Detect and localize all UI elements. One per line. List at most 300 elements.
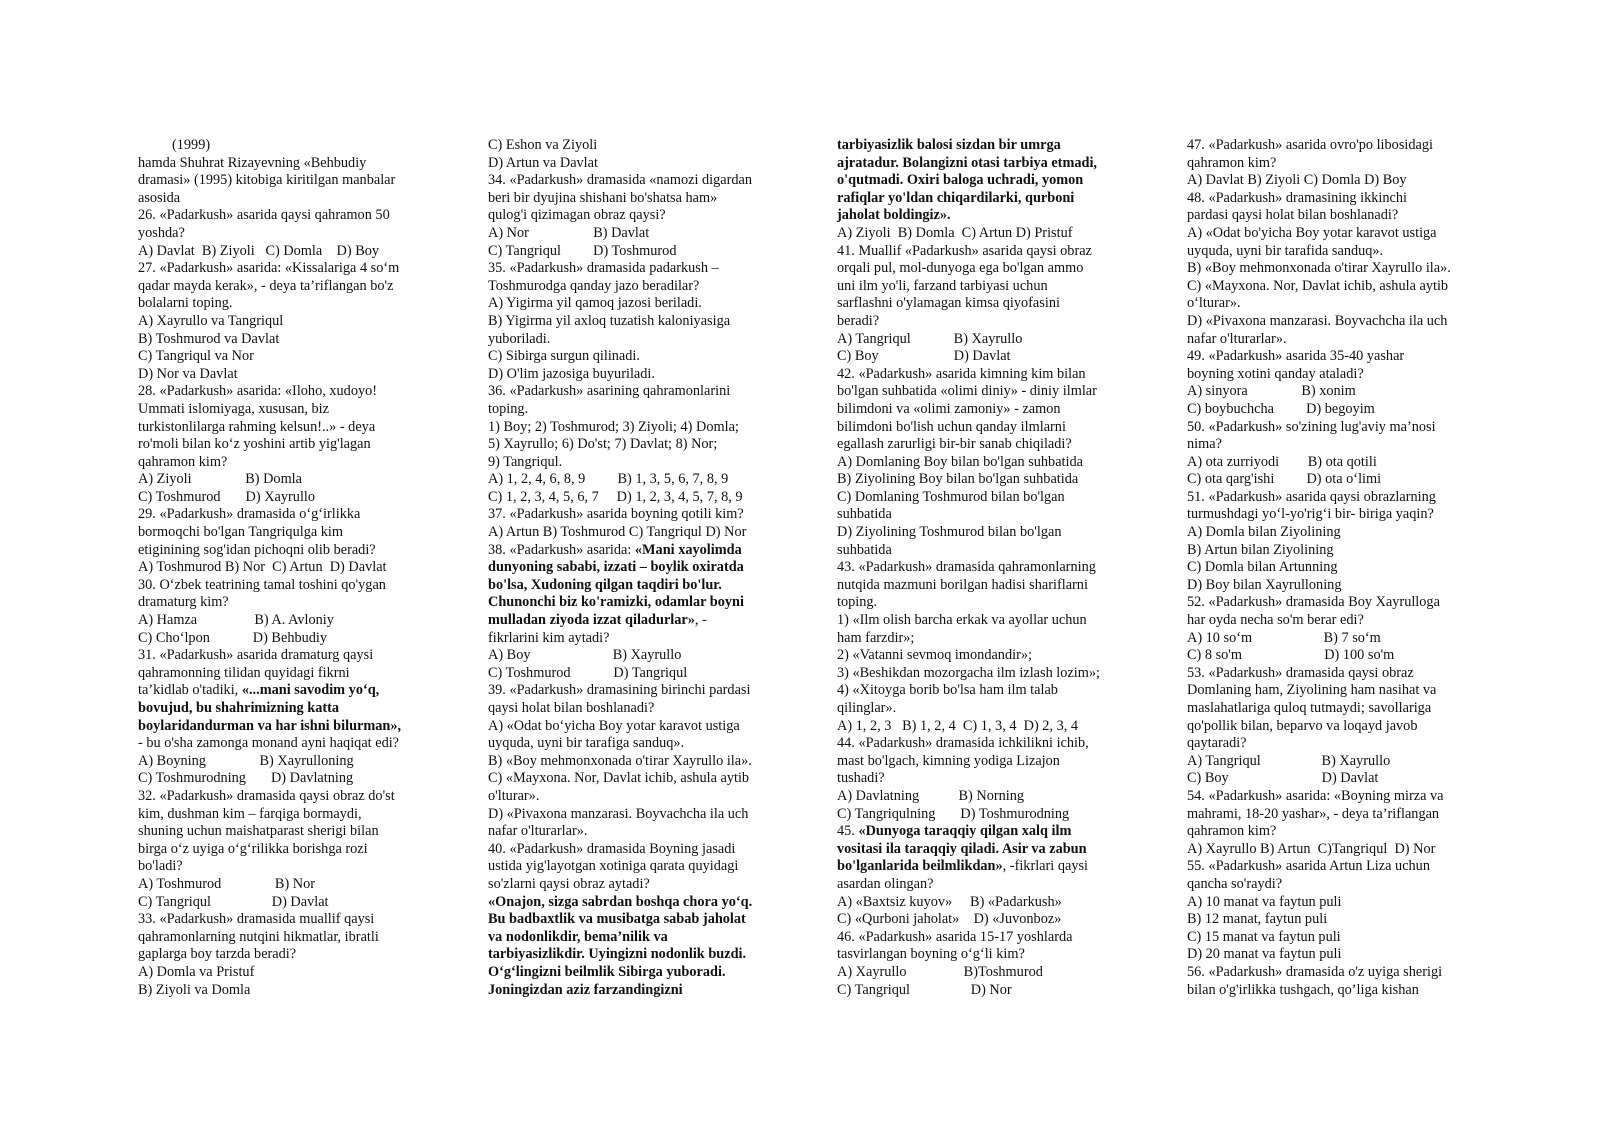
line-text: boyning xotini qanday ataladi?	[1187, 365, 1364, 382]
line-text: A) Ziyoli B) Domla	[138, 471, 303, 488]
text-line	[488, 137, 784, 155]
line-text: 48. «Padarkush» dramasining ikkinchi	[1187, 189, 1407, 206]
line-text: 52. «Padarkush» dramasida Boy Xayrulloga	[1187, 594, 1440, 611]
text-line	[837, 823, 1133, 841]
line-text: C) «Mayxona. Nor, Davlat ichib, ashula aytib	[1187, 277, 1449, 294]
text-line	[1187, 207, 1483, 225]
text-line	[1187, 155, 1483, 173]
line-text: D) «Pivaxona manzarasi. Boyvachcha ila uch	[488, 805, 749, 822]
text-line	[1187, 718, 1483, 736]
text-line	[1187, 436, 1483, 454]
text-line	[138, 929, 434, 947]
line-text: 49. «Padarkush» asarida 35-40 yashar	[1187, 348, 1405, 365]
text-line	[138, 665, 434, 683]
text-line	[138, 207, 434, 225]
text-line	[1187, 243, 1483, 261]
text-line	[837, 612, 1133, 630]
text-line	[1187, 366, 1483, 384]
text-line	[837, 172, 1133, 190]
line-text: 28. «Padarkush» asarida: «Iloho, xudoyo!	[138, 383, 378, 400]
line-text: birga o‘z uyiga o‘g‘rilikka borishga rozi	[138, 840, 368, 857]
line-text: A) Xayrullo va Tangriqul	[138, 312, 284, 329]
text-line	[488, 172, 784, 190]
line-text: A) Tangriqul B) Xayrullo	[837, 330, 1023, 347]
text-line	[1187, 577, 1483, 595]
text-line	[1187, 489, 1483, 507]
line-text: beradi?	[837, 312, 880, 329]
line-text: bilimdoni bo'lish uchun qanday ilmlarni	[837, 418, 1066, 435]
line-text: 32. «Padarkush» dramasida qaysi obraz do'st	[138, 787, 395, 804]
bold-quote-text: tarbiyasizlik balosi sizdan bir umrga	[837, 137, 1061, 153]
line-text: suhbatida	[837, 541, 892, 558]
text-line	[1187, 594, 1483, 612]
line-text: 46. «Padarkush» asarida 15-17 yoshlarda	[837, 928, 1073, 945]
text-line	[837, 383, 1133, 401]
text-line	[488, 700, 784, 718]
text-line	[138, 682, 434, 700]
text-line	[837, 348, 1133, 366]
text-line	[837, 401, 1133, 419]
text-line	[837, 982, 1133, 1000]
line-text: suhbatida	[837, 506, 892, 523]
text-line	[1187, 858, 1483, 876]
line-text: turmushdagi yo‘l-yo'rig‘i bir- biriga yaqin?	[1187, 506, 1434, 523]
line-text: o‘lturar».	[1187, 295, 1241, 312]
line-text: gaplarga boy tarzda beradi?	[138, 946, 297, 963]
line-text: B) «Boy mehmonxonada o'tirar Xayrullo ila».	[1187, 260, 1451, 277]
text-line	[488, 366, 784, 384]
bold-quote-text: rafiqlar yo'ldan chiqardilarki, qurboni	[837, 189, 1075, 206]
text-line	[138, 718, 434, 736]
line-text-after: , -fikrlari qaysi	[1002, 858, 1089, 875]
text-line	[837, 788, 1133, 806]
text-line	[837, 278, 1133, 296]
bold-quote-text: vositasi ila taraqqiy qiladi. Asir va zabun	[837, 840, 1087, 857]
line-text: C) Domla bilan Artunning	[1187, 559, 1338, 576]
text-line	[138, 894, 434, 912]
text-line	[837, 260, 1133, 278]
text-line	[488, 524, 784, 542]
line-text: qahramon kim?	[138, 453, 228, 470]
text-line	[488, 876, 784, 894]
line-text: 30. O‘zbek teatrining tamal toshini qo'ygan	[138, 576, 386, 593]
line-text: D) O'lim jazosiga buyuriladi.	[488, 365, 655, 382]
text-line	[488, 278, 784, 296]
text-line	[488, 594, 784, 612]
text-line	[138, 735, 434, 753]
text-line	[1187, 542, 1483, 560]
line-text: C) boybuchcha D) begoyim	[1187, 400, 1375, 417]
text-line	[837, 964, 1133, 982]
line-text: qaysi holat bilan boshlanadi?	[488, 700, 655, 716]
line-text: 37. «Padarkush» asarida boyning qotili kim?	[488, 506, 744, 523]
text-line	[837, 770, 1133, 788]
text-line	[488, 788, 784, 806]
text-line	[1187, 295, 1483, 313]
line-text: qaytaradi?	[1187, 735, 1247, 752]
text-line	[1187, 278, 1483, 296]
text-line	[1187, 383, 1483, 401]
text-line	[138, 454, 434, 472]
text-line	[488, 841, 784, 859]
text-line	[837, 295, 1133, 313]
line-text: qahramon kim?	[1187, 823, 1277, 840]
line-text: asosida	[138, 189, 181, 206]
line-text: bo'ladi?	[138, 858, 183, 875]
text-line	[488, 665, 784, 683]
line-text: ham farzdir»;	[837, 629, 915, 646]
text-line	[488, 295, 784, 313]
line-text: A) sinyora B) xonim	[1187, 383, 1356, 400]
text-line	[138, 911, 434, 929]
text-line	[1187, 665, 1483, 683]
line-text: C) Tangriqul D) Toshmurod	[488, 242, 677, 259]
text-line	[1187, 911, 1483, 929]
line-text: 42. «Padarkush» asarida kimning kim bilan	[837, 365, 1086, 382]
line-text: dramasi» (1995) kitobiga kiritilgan manbalar	[138, 172, 396, 189]
line-text: qilinglar».	[837, 700, 897, 716]
text-line	[488, 559, 784, 577]
line-text: uyquda, uyni bir tarafida sanduq».	[1187, 242, 1384, 259]
text-line	[837, 331, 1133, 349]
text-line	[488, 718, 784, 736]
line-text: B) Ziyolining Boy bilan bo'lgan suhbatida	[837, 471, 1079, 488]
text-line	[1187, 190, 1483, 208]
text-line	[138, 964, 434, 982]
line-text: turkistonlilarga rahming kelsun!..» - deya	[138, 418, 376, 435]
text-line	[138, 506, 434, 524]
line-text: 2) «Vatanni sevmoq imondandir»;	[837, 647, 1032, 664]
line-text: A) Ziyoli B) Domla C) Artun D) Pristuf	[837, 224, 1073, 241]
line-text: A) 10 manat va faytun puli	[1187, 893, 1342, 910]
text-line	[138, 559, 434, 577]
line-text: har oyda necha so'm berar edi?	[1187, 612, 1364, 629]
bold-quote-text: dunyoning sababi, izzati – boylik oxiratda	[488, 559, 744, 576]
line-text: Domlaning ham, Ziyolining ham nasihat va	[1187, 682, 1437, 699]
line-text: D) Nor va Davlat	[138, 365, 238, 382]
line-text: A) Davlat B) Ziyoli C) Domla D) Boy	[1187, 172, 1407, 189]
text-line	[138, 190, 434, 208]
line-text: beri bir dyujina shishani bo'shatsa ham»	[488, 189, 718, 206]
text-line	[488, 348, 784, 366]
text-line	[138, 401, 434, 419]
text-line	[837, 577, 1133, 595]
text-line	[837, 718, 1133, 736]
text-line	[837, 489, 1133, 507]
line-text: A) Tangriqul B) Xayrullo	[1187, 752, 1391, 769]
bold-quote-text: bo'lsa, Xudoning qilgan taqdiri bo'lur.	[488, 576, 722, 593]
text-line	[837, 594, 1133, 612]
text-line	[488, 436, 784, 454]
text-line	[1187, 806, 1483, 824]
line-text: B) Toshmurod va Davlat	[138, 330, 280, 347]
text-line	[488, 806, 784, 824]
bold-quote-text: Chunonchi biz ko'ramizki, odamlar boyni	[488, 594, 744, 611]
line-text: A) «Odat bo‘yicha Boy yotar karavot ustiga	[488, 717, 740, 734]
line-text: Ummati islomiyaga, xususan, biz	[138, 400, 329, 417]
line-text: (1999)	[172, 137, 211, 153]
bold-quote-text: bo'lganlarida beilmlikdan»	[837, 858, 1003, 875]
line-text: A) Domla va Pristuf	[138, 963, 255, 980]
text-line	[837, 243, 1133, 261]
line-text: C) Toshmurod D) Xayrullo	[138, 488, 316, 505]
line-text: 29. «Padarkush» dramasida o‘g‘irlikka	[138, 506, 361, 523]
text-line	[138, 243, 434, 261]
line-text: C) Boy D) Davlat	[837, 348, 1011, 365]
text-line	[488, 735, 784, 753]
line-text: 1) Boy; 2) Toshmurod; 3) Ziyoli; 4) Domla;	[488, 418, 739, 435]
line-text: 38. «Padarkush» asarida:	[488, 541, 635, 558]
text-line	[837, 436, 1133, 454]
line-text: toping.	[488, 400, 529, 417]
text-line	[488, 823, 784, 841]
line-text: C) Boy D) Davlat	[1187, 770, 1379, 787]
line-text: B) Yigirma yil axloq tuzatish kaloniyasiga	[488, 312, 731, 329]
text-line	[138, 577, 434, 595]
text-line	[1187, 313, 1483, 331]
text-line	[488, 577, 784, 595]
line-text: bilimdoni va «olimi zamoniy» - zamon	[837, 400, 1061, 417]
line-text: 31. «Padarkush» asarida dramaturg qaysi	[138, 647, 374, 664]
text-line	[138, 806, 434, 824]
line-text-after: , -	[694, 612, 707, 629]
line-text: D) Artun va Davlat	[488, 154, 598, 171]
line-text: D) Ziyolining Toshmurod bilan bo'lgan	[837, 524, 1062, 541]
text-line	[138, 260, 434, 278]
line-text: A) 10 so‘m B) 7 so‘m	[1187, 629, 1381, 646]
line-text: A) Xayrullo B) Artun C)Tangriqul D) Nor	[1187, 840, 1436, 857]
text-line	[1187, 876, 1483, 894]
text-line	[488, 682, 784, 700]
text-line	[138, 331, 434, 349]
line-text: 47. «Padarkush» asarida ovro'po libosidagi	[1187, 137, 1433, 153]
bold-quote-text: «Mani xayolimda	[634, 541, 742, 558]
line-text: A) ota zurriyodi B) ota qotili	[1187, 453, 1377, 470]
bold-quote-text: mulladan ziyoda izzat qiladurlar»	[488, 612, 695, 629]
line-text: 9) Tangriqul.	[488, 453, 563, 470]
line-text: 55. «Padarkush» asarida Artun Liza uchun	[1187, 858, 1430, 875]
text-line	[488, 630, 784, 648]
text-line	[837, 225, 1133, 243]
line-text: A) Hamza B) A. Avloniy	[138, 612, 334, 629]
bold-quote-text: tarbiyasizlikdir. Uyingizni nodonlik buzdi.	[488, 946, 747, 963]
text-line	[488, 894, 784, 912]
line-text: kim, dushman kim – farqiga bormaydi,	[138, 805, 362, 822]
line-text: B) Artun bilan Ziyolining	[1187, 541, 1334, 558]
line-text: A) «Odat bo'yicha Boy yotar karavot ustiga	[1187, 224, 1437, 241]
text-line	[837, 542, 1133, 560]
bold-quote-text: bovujud, bu shahrimizning katta	[138, 700, 340, 716]
text-line	[138, 278, 434, 296]
text-line	[138, 770, 434, 788]
line-text: orqali pul, mol-dunyoga ega bo'lgan ammo	[837, 260, 1084, 277]
text-line	[1187, 982, 1483, 1000]
bold-quote-text: va nodonlikdir, bema’nilik va	[488, 928, 668, 945]
line-text: 41. Muallif «Padarkush» asarida qaysi obraz	[837, 242, 1092, 259]
text-line	[837, 471, 1133, 489]
text-line	[488, 331, 784, 349]
text-line	[837, 155, 1133, 173]
line-text: Toshmurodga qanday jazo beradilar?	[488, 277, 700, 294]
line-text: hamda Shuhrat Rizayevning «Behbudiy	[138, 154, 367, 171]
line-text: A) Boyning B) Xayrulloning	[138, 752, 354, 769]
bold-quote-text: Joningizdan aziz farzandingizni	[488, 981, 683, 998]
text-line	[488, 383, 784, 401]
line-text: C) «Qurboni jaholat» D) «Juvonboz»	[837, 911, 1062, 928]
line-text: C) Toshmurodning D) Davlatning	[138, 770, 354, 787]
line-text: 50. «Padarkush» so'zining lug'aviy ma’nosi	[1187, 418, 1436, 435]
text-line	[488, 964, 784, 982]
line-text: nima?	[1187, 436, 1222, 453]
text-line	[1187, 647, 1483, 665]
line-text: C) Tangriqul D) Nor	[837, 981, 1012, 998]
text-line	[138, 594, 434, 612]
line-text: 4) «Xitoyga borib bo'lsa ham ilm talab	[837, 682, 1058, 699]
text-line	[837, 190, 1133, 208]
text-line	[488, 454, 784, 472]
line-text: 36. «Padarkush» asarining qahramonlarini	[488, 383, 731, 400]
text-line	[1187, 753, 1483, 771]
line-text: yoshda?	[138, 224, 185, 241]
text-line	[138, 225, 434, 243]
text-line	[138, 841, 434, 859]
text-line	[837, 313, 1133, 331]
line-text: qahramonning tilidan quyidagi fikrni	[138, 664, 350, 681]
line-text: dramaturg kim?	[138, 594, 229, 611]
text-line	[1187, 137, 1483, 155]
line-text: A) Xayrullo B)Toshmurod	[837, 963, 1043, 980]
text-line	[1187, 225, 1483, 243]
line-text: 43. «Padarkush» dramasida qahramonlarning	[837, 559, 1096, 576]
line-text: 35. «Padarkush» dramasida padarkush –	[488, 260, 719, 277]
bold-quote-text: Bu badbaxtlik va musibatga sabab jaholat	[488, 911, 746, 928]
line-text: nafar o'lturarlar».	[1187, 330, 1287, 347]
line-text: B) Ziyoli va Domla	[138, 981, 251, 998]
text-line	[837, 665, 1133, 683]
line-text: uyquda, uyni bir tarafiga sanduq».	[488, 735, 685, 752]
text-line	[837, 630, 1133, 648]
text-line	[837, 858, 1133, 876]
text-line	[138, 348, 434, 366]
line-text: A) Yigirma yil qamoq jazosi beriladi.	[488, 295, 702, 312]
text-line	[1187, 348, 1483, 366]
line-text: - bu o'sha zamonga monand ayni haqiqat edi?	[138, 735, 400, 752]
text-line	[138, 489, 434, 507]
line-text: fikrlarini kim aytadi?	[488, 629, 610, 646]
text-line	[138, 876, 434, 894]
line-text: 53. «Padarkush» dramasida qaysi obraz	[1187, 664, 1414, 681]
line-text: bolalarni toping.	[138, 295, 233, 312]
text-line	[488, 243, 784, 261]
text-line	[1187, 946, 1483, 964]
text-line	[488, 946, 784, 964]
line-text: A) 1, 2, 4, 6, 8, 9 B) 1, 3, 5, 6, 7, 8, 9	[488, 471, 729, 488]
line-text: qancha so'raydi?	[1187, 875, 1283, 892]
line-text: shuning uchun maishatparast sherigi bilan	[138, 823, 379, 840]
text-line	[488, 929, 784, 947]
line-text: ro'moli bilan ko‘z yoshini artib yig'lagan	[138, 436, 371, 453]
text-line	[1187, 682, 1483, 700]
line-text: tushadi?	[837, 770, 885, 787]
line-text: maslahatlariga quloq tutmaydi; savollariga	[1187, 700, 1432, 716]
line-text: C) Tangriqul va Nor	[138, 348, 254, 365]
line-text: C) Tangriqulning D) Toshmurodning	[837, 805, 1070, 822]
text-line	[138, 155, 434, 173]
line-text: ta’kidlab o'tadiki,	[138, 682, 242, 699]
line-text: A) Domla bilan Ziyolining	[1187, 524, 1341, 541]
text-line	[488, 471, 784, 489]
text-line	[488, 982, 784, 1000]
text-line	[488, 401, 784, 419]
text-line	[138, 436, 434, 454]
line-text: C) 15 manat va faytun puli	[1187, 928, 1341, 945]
line-text: D) Boy bilan Xayrulloning	[1187, 576, 1342, 593]
line-text: C) Tangriqul D) Davlat	[138, 893, 329, 910]
text-line	[488, 225, 784, 243]
text-line	[138, 137, 434, 155]
text-line	[1187, 964, 1483, 982]
line-text: A) Domlaning Boy bilan bo'lgan suhbatida	[837, 453, 1083, 470]
line-text: 34. «Padarkush» dramasida «namozi digardan	[488, 172, 753, 189]
line-text: C) ota qarg'ishi D) ota o‘limi	[1187, 471, 1382, 488]
text-line	[138, 823, 434, 841]
line-text: 5) Xayrullo; 6) Do'st; 7) Davlat; 8) Nor;	[488, 436, 718, 453]
text-line	[488, 647, 784, 665]
text-line	[1187, 929, 1483, 947]
bold-quote-text: O‘g‘lingizni beilmlik Sibirga yuboradi.	[488, 963, 726, 980]
text-line	[488, 753, 784, 771]
line-text: 27. «Padarkush» asarida: «Kissalariga 4 so‘m	[138, 260, 400, 277]
text-line	[1187, 559, 1483, 577]
text-line	[837, 524, 1133, 542]
text-line	[837, 506, 1133, 524]
line-text: mast bo'lgach, kimning yodiga Lizajon	[837, 752, 1060, 769]
text-line	[488, 313, 784, 331]
line-text: C) Eshon va Ziyoli	[488, 137, 598, 153]
text-line	[138, 383, 434, 401]
text-line	[138, 858, 434, 876]
line-text: 26. «Padarkush» asarida qaysi qahramon 50	[138, 207, 390, 224]
text-line	[488, 489, 784, 507]
text-line	[488, 190, 784, 208]
bold-quote-text: «Onajon, sizga sabrdan boshqa chora yo‘q.	[488, 893, 753, 910]
text-line	[1187, 260, 1483, 278]
line-text: C) «Mayxona. Nor, Davlat ichib, ashula aytib	[488, 770, 750, 787]
text-column-3	[837, 137, 1133, 999]
line-text: A) «Baxtsiz kuyov» B) «Padarkush»	[837, 893, 1062, 910]
text-line	[138, 982, 434, 1000]
text-line	[488, 858, 784, 876]
text-line	[1187, 612, 1483, 630]
line-text: toping.	[837, 594, 878, 611]
line-text: 39. «Padarkush» dramasining birinchi pardasi	[488, 682, 751, 699]
line-text: A) Toshmurod B) Nor	[138, 875, 316, 892]
line-text: A) Boy B) Xayrullo	[488, 647, 682, 664]
text-line	[1187, 401, 1483, 419]
text-line	[837, 929, 1133, 947]
text-line	[837, 559, 1133, 577]
bold-quote-text: jaholat boldingiz».	[837, 207, 951, 224]
line-text: 1) «Ilm olish barcha erkak va ayollar uchun	[837, 612, 1087, 629]
text-line	[837, 682, 1133, 700]
text-line	[837, 753, 1133, 771]
text-line	[1187, 894, 1483, 912]
line-text: yuboriladi.	[488, 330, 551, 347]
bold-quote-text: o'qutmadi. Oxiri baloga uchradi, yomon	[837, 172, 1084, 189]
line-text: bormoqchi bo'lgan Tangriqulga kim	[138, 524, 344, 541]
line-text: qahramon kim?	[1187, 154, 1277, 171]
line-text: ustida yig'layotgan xotiniga qarata quyidagi	[488, 858, 739, 875]
